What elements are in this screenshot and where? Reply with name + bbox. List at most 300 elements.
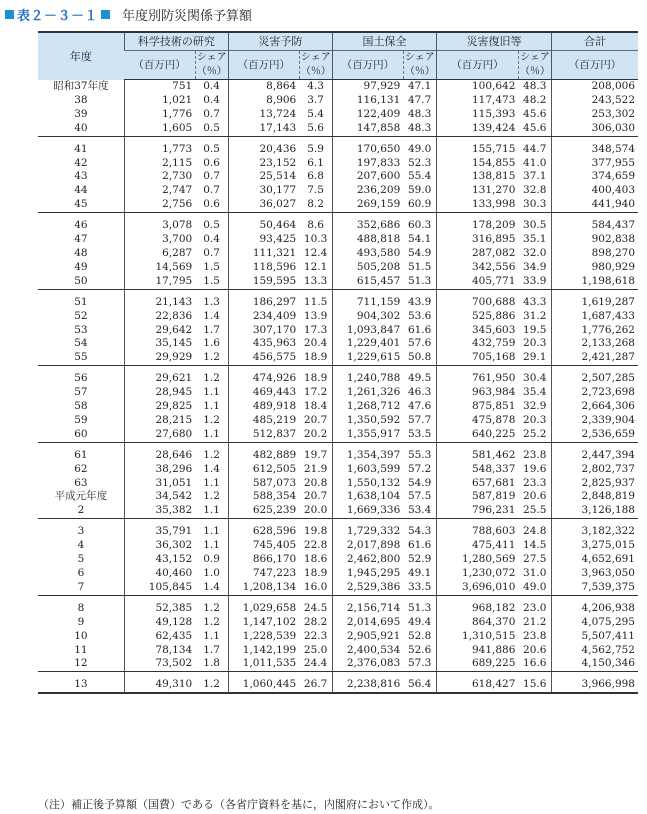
share-cell: 10.3 [303,233,328,246]
share-cell: 0.5 [195,122,228,136]
amount-cell: 2,014,695 [332,616,403,630]
share-cell: 52.6 [407,643,432,656]
share-cell: 1.4 [203,309,220,322]
total-cell: 980,929 [552,261,638,275]
amount-cell: 234,409 [228,310,299,324]
table-row [38,80,638,94]
total-cell: 253,302 [552,108,638,122]
amount-cell: 14,569 [124,261,195,275]
share-cell: 20.6 [523,490,547,503]
total-cell: 5,507,411 [552,630,638,644]
share-cell: 51.3 [403,275,436,289]
amount-cell: 588,354 [228,490,299,504]
share-cell: 54.1 [407,233,432,246]
amount-cell: 342,556 [436,261,518,275]
share-cell: 5.9 [307,142,324,155]
total-cell: 4,075,295 [552,616,638,630]
share-cell: 20.0 [299,504,332,518]
share-cell: 45.6 [518,122,551,136]
share-cell: 19.8 [303,525,328,538]
share-cell: 1.1 [195,428,228,442]
year-cell: 45 [38,198,124,212]
share-cell: 30.3 [518,198,551,212]
table-row [38,310,638,324]
share-cell: 61.6 [407,323,432,336]
share-cell: 0.7 [203,246,220,259]
amount-cell: 2,238,816 [332,672,403,693]
share-cell: 20.2 [299,428,332,442]
amount-cell: 8,864 [228,80,299,94]
amount-cell: 2,376,083 [332,657,403,671]
share-cell: 49.0 [518,581,551,595]
share-cell: 55.3 [407,448,432,461]
table-row [38,567,638,581]
amount-cell: 1,729,332 [332,519,403,539]
total-cell: 2,421,287 [552,351,638,365]
total-cell: 2,536,659 [552,428,638,442]
share-cell: 51.5 [407,260,432,273]
amount-cell: 29,929 [124,351,195,365]
share-cell: 0.7 [203,107,220,120]
amount-cell: 1,354,397 [332,442,403,462]
unit-label: （百万円） [436,51,518,80]
share-cell: 23.8 [523,629,547,642]
amount-cell: 345,603 [436,324,518,338]
share-cell: 33.5 [403,581,436,595]
amount-cell: 62,435 [124,630,195,644]
share-cell: 1.8 [195,657,228,671]
share-cell: 8.6 [307,219,324,232]
share-cell: 59.0 [407,184,432,197]
amount-cell: 22,836 [124,310,195,324]
total-cell: 306,030 [552,122,638,136]
share-cell: 1.1 [203,476,220,489]
year-cell: 58 [74,400,88,413]
share-cell: 5.4 [307,107,324,120]
amount-cell: 1,060,445 [228,672,299,693]
year-cell: 10 [74,629,88,642]
amount-cell: 38,296 [124,463,195,477]
share-cell: 17.2 [303,386,328,399]
share-cell: 5.6 [299,122,332,136]
amount-cell: 155,715 [436,136,518,156]
year-cell: 50 [38,275,124,289]
share-cell: 57.6 [407,337,432,350]
amount-cell: 73,502 [124,657,195,671]
share-cell: 1.2 [203,448,220,461]
amount-cell: 1,229,401 [332,337,403,351]
amount-cell: 1,638,104 [332,490,403,504]
header-research: 科学技術の研究 [124,32,228,51]
share-cell: 15.6 [518,672,551,693]
year-cell: 63 [74,476,88,489]
year-cell: 43 [74,170,88,183]
total-cell: 2,848,819 [552,490,638,504]
share-cell: 20.7 [303,490,328,503]
table-row [38,366,638,386]
amount-cell: 2,462,800 [332,553,403,567]
year-cell: 47 [74,233,88,246]
total-cell: 2,507,285 [552,366,638,386]
amount-cell: 1,669,336 [332,504,403,518]
amount-cell: 489,918 [228,400,299,414]
share-cell: 1.2 [203,601,220,614]
table-row [38,261,638,275]
share-cell: 52.8 [407,629,432,642]
share-cell: 46.3 [407,386,432,399]
table-row [38,539,638,553]
share-cell: 22.3 [303,629,328,642]
share-cell: 31.0 [523,567,547,579]
total-cell: 4,150,346 [552,657,638,671]
table-title [5,3,252,25]
share-cell: 43.9 [407,295,432,308]
amount-cell: 1,029,658 [228,595,299,615]
year-cell: 57 [74,386,88,399]
amount-cell: 307,170 [228,324,299,338]
year-cell: 61 [74,448,88,461]
total-cell: 208,006 [552,80,638,94]
amount-cell: 1,776 [124,108,195,122]
table-row [38,170,638,184]
total-cell: 348,574 [552,136,638,156]
amount-cell: 49,310 [124,672,195,693]
amount-cell: 747,223 [228,567,299,581]
total-cell: 2,723,698 [552,386,638,400]
amount-cell: 29,621 [124,366,195,386]
share-cell: 60.3 [407,219,432,232]
share-cell: 37.1 [523,170,547,183]
amount-cell: 1,310,515 [436,630,518,644]
table-row [38,184,638,198]
amount-cell: 1,240,788 [332,366,403,386]
share-cell: 1.1 [203,400,220,413]
amount-cell: 525,886 [436,310,518,324]
amount-cell: 352,686 [332,213,403,233]
share-cell: 1.1 [203,525,220,538]
year-cell: 3 [77,525,85,538]
amount-cell: 1,230,072 [436,567,518,581]
share-cell: 1.4 [203,462,220,475]
amount-cell: 1,355,917 [332,428,403,442]
total-cell: 2,339,904 [552,414,638,428]
share-cell: 57.7 [407,413,432,426]
year-cell: 48 [74,246,88,259]
amount-cell: 115,393 [436,108,518,122]
amount-cell: 236,209 [332,184,403,198]
amount-cell: 100,642 [436,80,518,94]
amount-cell: 30,177 [228,184,299,198]
year-cell: 46 [74,219,88,232]
share-cell: 26.7 [299,672,332,693]
share-cell: 52.9 [407,553,432,566]
year-cell: 53 [74,323,88,336]
table-caption: 年度別防災関係予算額 [122,8,253,24]
table-row [38,672,638,693]
amount-cell: 615,457 [332,275,403,289]
amount-cell: 36,302 [124,539,195,553]
amount-cell: 711,159 [332,289,403,309]
unit-label: （百万円） [124,51,195,80]
footnote: （注）補正後予算額（国費）である（各省庁資料を基に，内閣府において作成）。 [38,798,440,811]
share-cell: 52.3 [407,156,432,169]
table-row [38,630,638,644]
table-row [38,595,638,615]
year-cell: 49 [74,260,88,273]
share-cell: 41.0 [523,156,547,169]
share-cell: 1.2 [203,413,220,426]
year-cell: 56 [74,372,88,385]
share-cell: 20.6 [523,643,547,656]
amount-cell: 2,730 [124,170,195,184]
budget-table [38,31,638,694]
amount-cell: 751 [124,80,195,94]
amount-cell: 93,425 [228,233,299,247]
table-row [38,616,638,630]
share-cell: 8.2 [299,198,332,212]
share-cell: 13.9 [303,309,328,322]
amount-cell: 154,855 [436,157,518,171]
year-cell: 9 [77,615,85,628]
total-cell: 7,539,375 [552,581,638,595]
share-cell: 22.8 [303,539,328,552]
amount-cell: 512,837 [228,428,299,442]
table-row [38,275,638,289]
amount-cell: 405,771 [436,275,518,289]
amount-cell: 17,795 [124,275,195,289]
share-cell: 48.2 [523,93,547,106]
amount-cell: 1,261,326 [332,386,403,400]
amount-cell: 35,382 [124,504,195,518]
amount-cell: 287,082 [436,247,518,261]
year-cell: 51 [74,295,88,308]
share-cell: 0.5 [203,142,220,155]
share-cell: 21.9 [303,462,328,475]
share-cell: 34.9 [523,260,547,273]
amount-cell: 116,131 [332,94,403,108]
amount-cell: 97,929 [332,80,403,94]
amount-cell: 1,011,535 [228,657,299,671]
share-cell: 60.9 [403,198,436,212]
share-cell: 30.5 [523,219,547,232]
table-row [38,324,638,338]
amount-cell: 105,845 [124,581,195,595]
share-cell: 1.7 [203,643,220,656]
amount-cell: 21,143 [124,289,195,309]
share-cell: 47.7 [407,93,432,106]
amount-cell: 20,436 [228,136,299,156]
share-cell: 25.5 [518,504,551,518]
amount-cell: 689,225 [436,657,518,671]
table-row [38,122,638,136]
amount-cell: 474,926 [228,366,299,386]
share-cell: 1.3 [203,295,220,308]
amount-cell: 1,550,132 [332,477,403,491]
amount-cell: 796,231 [436,504,518,518]
share-cell: 16.6 [518,657,551,671]
share-cell: 47.6 [407,400,432,413]
amount-cell: 2,017,898 [332,539,403,553]
amount-cell: 40,460 [124,567,195,581]
amount-cell: 963,984 [436,386,518,400]
amount-cell: 1,268,712 [332,400,403,414]
total-cell: 4,652,691 [552,553,638,567]
year-cell: 52 [74,309,88,322]
share-cell: 18.9 [303,567,328,579]
amount-cell: 612,505 [228,463,299,477]
unit-label: （百万円） [332,51,403,80]
amount-cell: 6,287 [124,247,195,261]
amount-cell: 2,905,921 [332,630,403,644]
year-cell: 42 [74,156,88,169]
amount-cell: 1,147,102 [228,616,299,630]
share-cell: 14.5 [523,539,547,552]
amount-cell: 35,791 [124,519,195,539]
amount-cell: 28,215 [124,414,195,428]
share-cell: 1.2 [203,372,220,385]
share-cell: 54.9 [407,476,432,489]
share-cell: 49.4 [407,615,432,628]
share-cell: 1.2 [195,672,228,693]
amount-cell: 625,239 [228,504,299,518]
share-cell: 20.3 [523,337,547,350]
amount-cell: 788,603 [436,519,518,539]
share-cell: 1.0 [203,567,220,579]
amount-cell: 2,115 [124,157,195,171]
amount-cell: 34,542 [124,490,195,504]
share-cell: 12.4 [303,246,328,259]
amount-cell: 23,152 [228,157,299,171]
table-row [38,400,638,414]
year-cell: 平成元年度 [54,490,108,503]
year-cell: 13 [38,672,124,693]
table-row [38,247,638,261]
share-cell: 20.4 [303,337,328,350]
share-cell: 0.7 [203,170,220,183]
year-cell: 59 [74,413,88,426]
amount-cell: 133,998 [436,198,518,212]
share-cell: 3.7 [307,93,324,106]
amount-cell: 864,370 [436,616,518,630]
year-cell: 62 [74,462,88,475]
amount-cell: 581,462 [436,442,518,462]
share-cell: 18.6 [303,553,328,566]
total-cell: 584,437 [552,213,638,233]
share-cell: 20.3 [523,413,547,426]
share-cell: 18.9 [303,372,328,385]
amount-cell: 13,724 [228,108,299,122]
share-cell: 25.2 [518,428,551,442]
amount-cell: 1,093,847 [332,324,403,338]
table-row [38,442,638,462]
share-cell: 0.4 [203,233,220,246]
share-cell: 1.2 [203,490,220,503]
share-cell: 53.5 [403,428,436,442]
share-cell: 35.4 [523,386,547,399]
total-cell: 2,825,937 [552,477,638,491]
total-cell: 377,955 [552,157,638,171]
amount-cell: 138,815 [436,170,518,184]
amount-cell: 475,411 [436,539,518,553]
share-cell: 20.7 [303,413,328,426]
share-cell: 31.2 [523,309,547,322]
amount-cell: 178,209 [436,213,518,233]
header-prevention: 災害予防 [228,32,332,51]
share-cell: 53.6 [407,309,432,322]
amount-cell: 1,142,199 [228,644,299,658]
total-cell: 243,522 [552,94,638,108]
share-cell: 0.7 [203,184,220,197]
share-label: シェア （％） [299,51,332,80]
table-row [38,414,638,428]
amount-cell: 456,575 [228,351,299,365]
share-cell: 19.6 [523,462,547,475]
year-cell: 54 [74,337,88,350]
year-cell: 11 [74,643,88,656]
share-cell: 45.6 [523,107,547,120]
table-row [38,490,638,504]
table-row [38,386,638,400]
amount-cell: 111,321 [228,247,299,261]
table-body [38,80,638,694]
amount-cell: 122,409 [332,108,403,122]
share-cell: 57.5 [407,490,432,503]
year-cell: 41 [74,142,88,155]
amount-cell: 3,696,010 [436,581,518,595]
share-cell: 1.1 [203,386,220,399]
share-cell: 51.3 [407,601,432,614]
amount-cell: 207,600 [332,170,403,184]
amount-cell: 618,427 [436,672,518,693]
header-land-conservation: 国土保全 [332,32,436,51]
share-cell: 4.3 [307,80,324,92]
header-year: 年度 [38,32,124,80]
amount-cell: 435,963 [228,337,299,351]
amount-cell: 25,514 [228,170,299,184]
amount-cell: 35,145 [124,337,195,351]
amount-cell: 548,337 [436,463,518,477]
share-cell: 56.4 [403,672,436,693]
amount-cell: 485,219 [228,414,299,428]
amount-cell: 1,350,592 [332,414,403,428]
share-cell: 13.3 [299,275,332,289]
share-cell: 55.4 [407,170,432,183]
table-row [38,644,638,658]
amount-cell: 159,595 [228,275,299,289]
amount-cell: 29,825 [124,400,195,414]
total-cell: 1,198,618 [552,275,638,289]
total-cell: 902,838 [552,233,638,247]
amount-cell: 117,473 [436,94,518,108]
table-row [38,94,638,108]
share-cell: 0.6 [203,156,220,169]
share-cell: 49.1 [407,567,432,579]
table-row [38,504,638,518]
amount-cell: 475,878 [436,414,518,428]
share-cell: 27.5 [523,553,547,566]
table-row [38,157,638,171]
amount-cell: 147,858 [332,122,403,136]
year-cell: 40 [38,122,124,136]
amount-cell: 2,756 [124,198,195,212]
square-marker-icon [101,10,110,19]
share-label: シェア （％） [195,51,228,80]
total-cell: 3,963,050 [552,567,638,581]
amount-cell: 2,400,534 [332,644,403,658]
share-cell: 1.6 [203,337,220,350]
share-cell: 19.7 [303,448,328,461]
amount-cell: 2,156,714 [332,595,403,615]
